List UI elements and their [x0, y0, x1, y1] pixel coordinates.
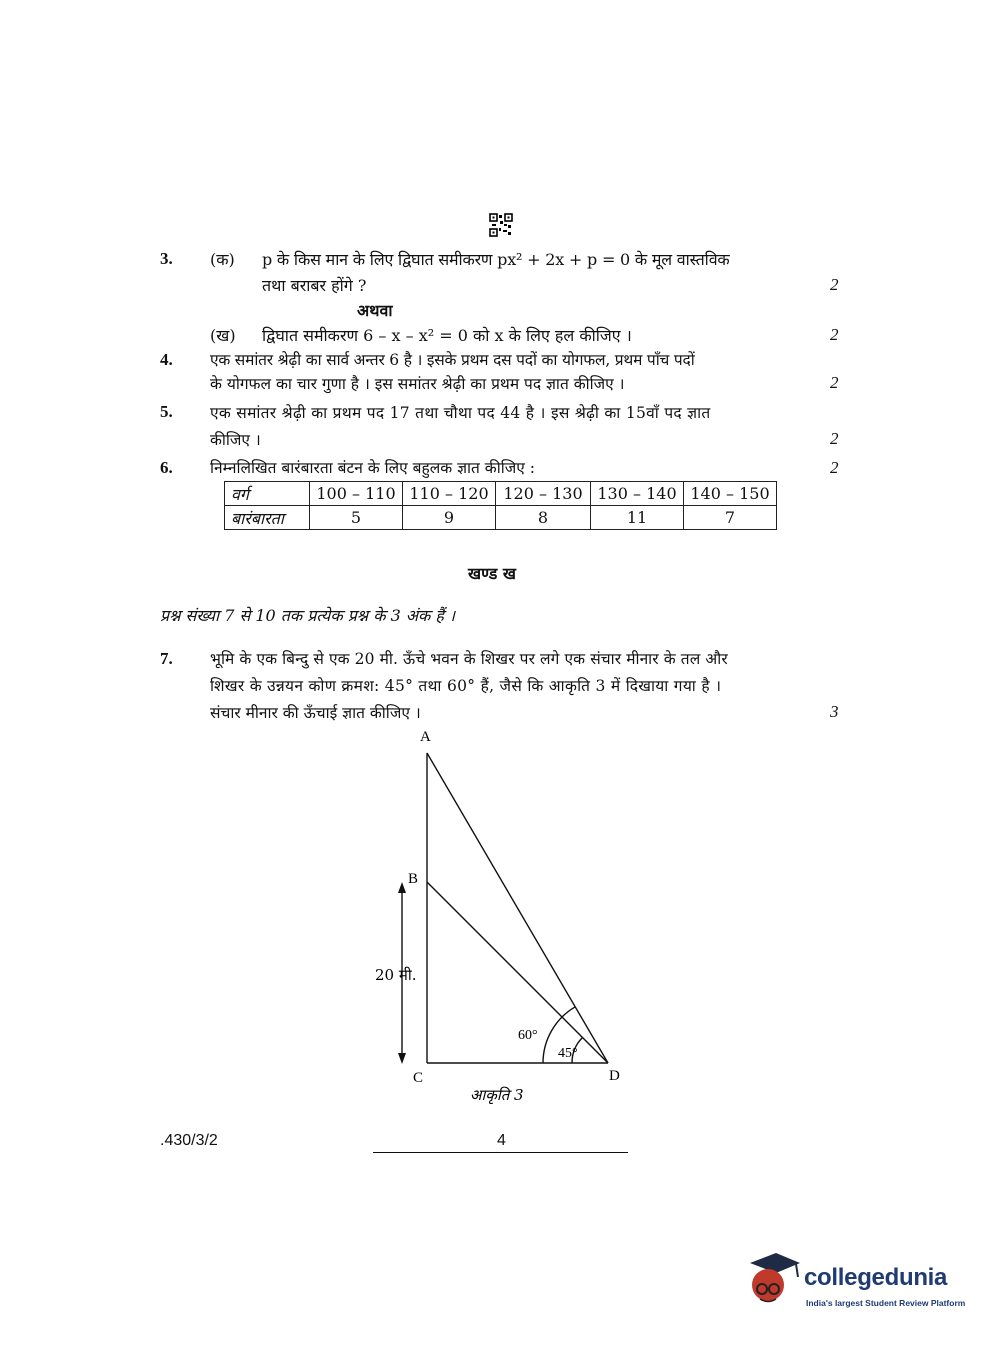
table-header-class: वर्ग [225, 482, 310, 506]
table-cell: 8 [496, 506, 591, 530]
question-3b-label: (ख) [210, 326, 236, 345]
table-cell: 7 [684, 506, 777, 530]
point-a-label: A [420, 729, 431, 745]
table-cell: 100 – 110 [310, 482, 403, 506]
question-7-text-line1: भूमि के एक बिन्दु से एक 20 मी. ऊँचे भवन के शिखर पर लगे एक संचार मीनार के तल और [210, 650, 728, 668]
arrow-head-down [398, 1053, 406, 1064]
question-3a-text-line2: तथा बराबर होंगे ? [262, 276, 367, 295]
table-header-frequency: बारंबारता [225, 506, 310, 530]
figure-3-diagram [360, 725, 640, 1110]
angle-60-label: 60° [518, 1028, 538, 1043]
question-7-text-line3: संचार मीनार की ऊँचाई ज्ञात कीजिए । [210, 704, 421, 722]
table-cell: 11 [591, 506, 684, 530]
table-cell: 120 – 130 [496, 482, 591, 506]
question-3a-marks: 2 [830, 275, 839, 294]
question-7-number: 7. [160, 649, 173, 668]
line-ad [427, 753, 608, 1063]
question-6-text: निम्नलिखित बारंबारता बंटन के लिए बहुलक ज्ञात कीजिए : [210, 459, 535, 477]
table-cell: 5 [310, 506, 403, 530]
question-3a-label: (क) [210, 250, 235, 269]
question-3b-marks: 2 [830, 325, 839, 344]
angle-45-label: 45° [558, 1046, 578, 1061]
question-5-text-line2: कीजिए । [210, 431, 261, 449]
figure-caption: आकृति 3 [470, 1086, 524, 1104]
collegedunia-mascot-icon [742, 1251, 802, 1307]
question-4-text-line1: एक समांतर श्रेढ़ी का सार्व अन्तर 6 है । इसके प्रथम दस पदों का योगफल, प्रथम पाँच पदों [210, 351, 695, 369]
question-4-marks: 2 [830, 373, 839, 392]
table-cell: 110 – 120 [403, 482, 496, 506]
question-6-number: 6. [160, 458, 173, 477]
question-5-marks: 2 [830, 429, 839, 448]
question-4-text-line2: के योगफल का चार गुणा है । इस समांतर श्रेढ़ी का प्रथम पद ज्ञात कीजिए । [210, 375, 625, 393]
point-c-label: C [413, 1070, 424, 1086]
paper-code: .430/3/2 [160, 1132, 218, 1149]
question-4-number: 4. [160, 350, 173, 369]
collegedunia-tagline: India's largest Student Review Platform [806, 1298, 966, 1308]
or-separator: अथवा [357, 301, 393, 320]
question-3b-text: द्विघात समीकरण 6 – x – x² = 0 को x के लिए हल कीजिए । [262, 326, 632, 345]
question-7-text-line2: शिखर के उन्नयन कोण क्रमश: 45° तथा 60° हैं, जैसे कि आकृति 3 में दिखाया गया है । [210, 677, 722, 695]
table-cell: 9 [403, 506, 496, 530]
question-5-number: 5. [160, 402, 173, 421]
frequency-table [224, 481, 777, 530]
arrow-head-up [398, 882, 406, 893]
question-5-text-line1: एक समांतर श्रेढ़ी का प्रथम पद 17 तथा चौथा पद 44 है । इस श्रेढ़ी का 15वाँ पद ज्ञात [210, 404, 711, 422]
point-d-label: D [609, 1068, 620, 1084]
point-b-label: B [408, 871, 419, 887]
height-label: 20 मी. [375, 966, 417, 984]
question-3-number: 3. [160, 249, 173, 268]
page-number: 4 [497, 1132, 506, 1149]
table-row [225, 482, 777, 506]
question-3a-text-line1: p के किस मान के लिए द्विघात समीकरण px² + 2x + p = 0 के मूल वास्तविक [262, 250, 730, 269]
footer-rule [373, 1152, 628, 1153]
question-6-marks: 2 [830, 458, 839, 477]
collegedunia-logo-text: collegedunia [804, 1264, 948, 1291]
section-note: प्रश्न संख्या 7 से 10 तक प्रत्येक प्रश्न के 3 अंक हैं । [160, 606, 456, 625]
table-row [225, 506, 777, 530]
qr-code-icon [489, 213, 513, 237]
section-title: खण्ड ख [468, 564, 516, 583]
question-7-marks: 3 [830, 702, 839, 721]
table-cell: 130 – 140 [591, 482, 684, 506]
table-cell: 140 – 150 [684, 482, 777, 506]
